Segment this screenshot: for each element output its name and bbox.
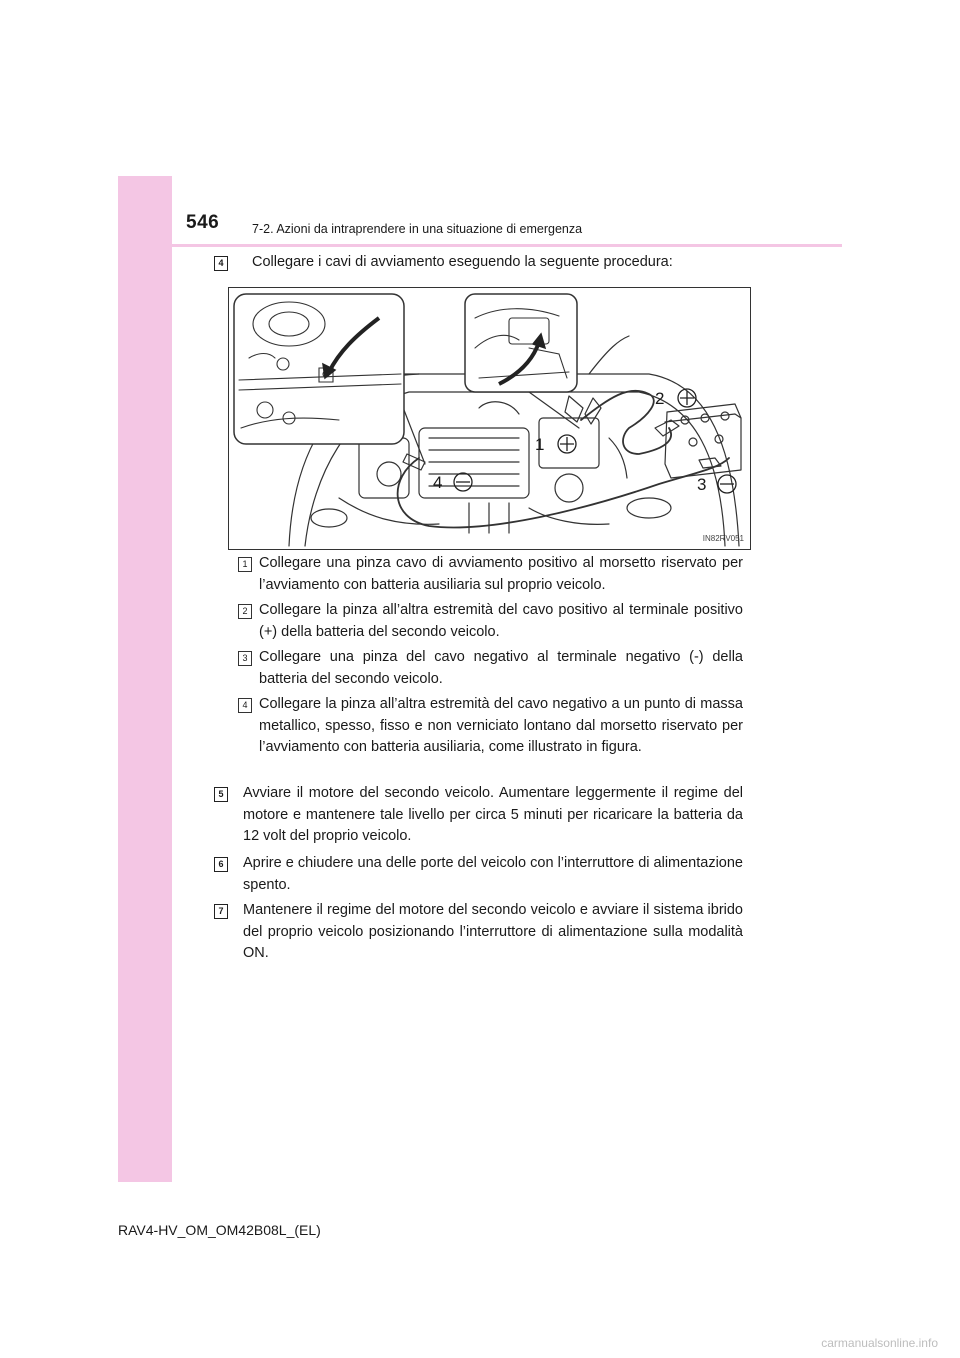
section-title: 7-2. Azioni da intraprendere in una situazione di emergenza <box>252 222 583 236</box>
callout-4: 4 <box>433 473 443 492</box>
callout-1: 1 <box>535 435 545 454</box>
side-band <box>118 176 172 1182</box>
substep-badge: 3 <box>238 651 252 666</box>
step-badge: 4 <box>214 256 228 271</box>
header-rule <box>118 244 842 247</box>
watermark: carmanualsonline.info <box>821 1336 938 1350</box>
callout-2: 2 <box>655 389 665 408</box>
substep-text: Collegare la pinza all’altra estremità del cavo positivo al terminale positivo (+) della batteria del secondo veicolo. <box>259 602 743 640</box>
substep-badge: 2 <box>238 604 252 619</box>
callout-3: 3 <box>697 475 707 494</box>
step-text: Mantenere il regime del motore del secondo veicolo e avviare il sistema ibrido del proprio veicolo posizionando l’interruttore di alimentazione sulla modalità ON. <box>243 902 743 961</box>
substep-badge: 4 <box>238 698 252 713</box>
page-number: 546 <box>186 212 220 233</box>
step-text: Avviare il motore del secondo veicolo. Aumentare leggermente il regime del motore e mantenere tale livello per circa 5 minuti per ricaricare la batteria da 12 volt del proprio veicolo. <box>243 785 743 844</box>
substep-text: Collegare la pinza all’altra estremità del cavo negativo a un punto di massa metallico, spesso, fisso e non verniciato lontano dal morsetto riservato per l’avviamento con batteria ausiliaria, come illustrato in figura. <box>259 696 743 755</box>
substep-badge: 1 <box>238 557 252 572</box>
footer-doc-id: RAV4-HV_OM_OM42B08L_(EL) <box>118 1222 321 1238</box>
jump-start-illustration <box>228 287 751 550</box>
engine-bay-drawing <box>229 288 750 549</box>
figure-code: IN82RV051 <box>702 534 744 543</box>
substep-text: Collegare una pinza cavo di avviamento positivo al morsetto riservato per l’avviamento con batteria ausiliaria sul proprio veicolo. <box>259 555 743 593</box>
step-text: Collegare i cavi di avviamento eseguendo la seguente procedura: <box>252 254 673 270</box>
step-badge: 7 <box>214 904 228 919</box>
step-badge: 5 <box>214 787 228 802</box>
step-badge: 6 <box>214 857 228 872</box>
substep-text: Collegare una pinza del cavo negativo al terminale negativo (-) della batteria del secondo veicolo. <box>259 649 743 687</box>
step-text: Aprire e chiudere una delle porte del veicolo con l’interruttore di alimentazione spento. <box>243 855 743 893</box>
